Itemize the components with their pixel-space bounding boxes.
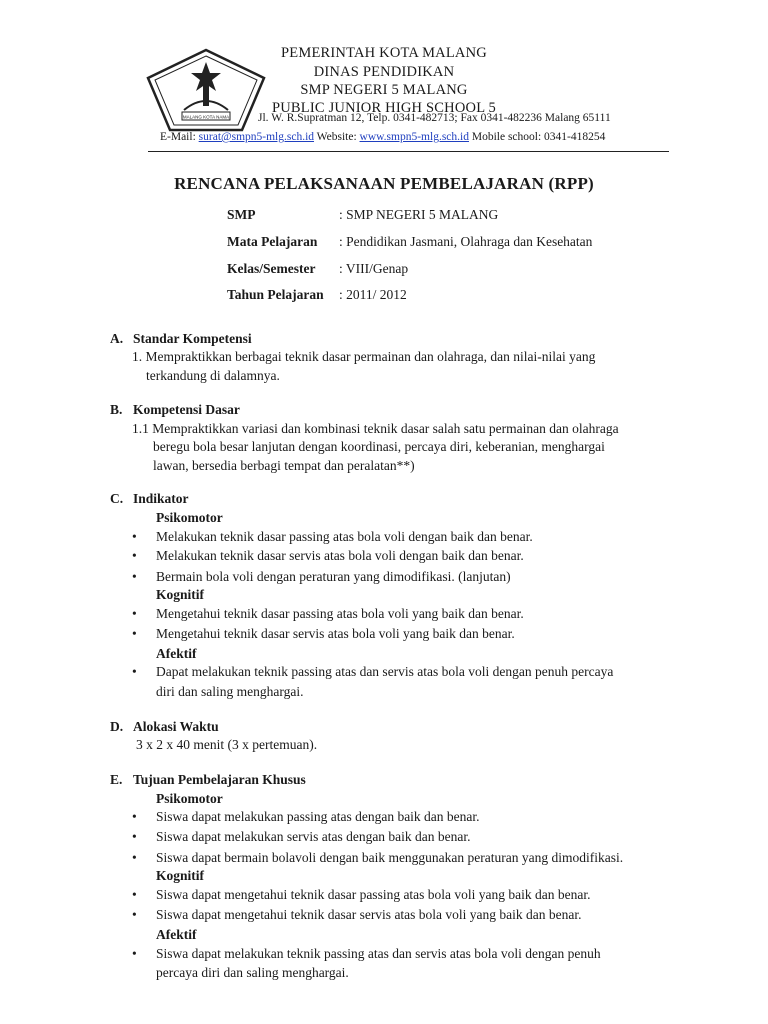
section-b-line-1: 1.1 Mempraktikkan variasi dan kombinasi teknik dasar salah satu permainan dan olahraga bbox=[132, 421, 619, 436]
section-title: Alokasi Waktu bbox=[133, 719, 219, 734]
list-item: • Mengetahui teknik dasar passing atas bola voli yang baik dan benar. bbox=[132, 606, 524, 621]
section-title: Indikator bbox=[133, 491, 189, 506]
list-item: • Melakukan teknik dasar servis atas bola voli dengan baik dan benar. bbox=[132, 548, 524, 563]
section-title: Standar Kompetensi bbox=[133, 331, 252, 346]
subheading-afektif: Afektif bbox=[156, 927, 197, 942]
info-row-class bbox=[227, 261, 408, 277]
info-value: : 2011/ 2012 bbox=[339, 287, 407, 302]
list-item: • Siswa dapat melakukan passing atas dengan baik dan benar. bbox=[132, 809, 480, 824]
info-label: Mata Pelajaran bbox=[227, 234, 318, 249]
info-label: Kelas/Semester bbox=[227, 261, 316, 276]
website-label: Website: bbox=[314, 131, 360, 143]
section-b-heading bbox=[110, 402, 240, 418]
section-letter: A. bbox=[110, 331, 124, 346]
section-b-line-3: lawan, bersedia berbagi tempat dan peralatan**) bbox=[153, 458, 415, 473]
letterhead-line-2: DINAS PENDIDIKAN bbox=[313, 64, 455, 80]
section-d-text: 3 x 2 x 40 menit (3 x pertemuan). bbox=[136, 737, 318, 752]
letterhead-line-3: SMP NEGERI 5 MALANG bbox=[300, 82, 468, 98]
mobile-text: Mobile school: 0341-418254 bbox=[468, 131, 606, 143]
section-letter: E. bbox=[110, 772, 123, 787]
section-e-heading bbox=[110, 772, 306, 788]
section-title: Tujuan Pembelajaran Khusus bbox=[133, 772, 306, 787]
info-row-year bbox=[227, 287, 407, 303]
subheading-psikomotor: Psikomotor bbox=[156, 510, 223, 525]
info-row-subject bbox=[227, 234, 592, 250]
letterhead-line-1: PEMERINTAH KOTA MALANG bbox=[281, 45, 487, 61]
section-letter: C. bbox=[110, 491, 124, 506]
document-title: RENCANA PELAKSANAAN PEMBELAJARAN (RPP) bbox=[174, 174, 594, 193]
info-label: Tahun Pelajaran bbox=[227, 287, 324, 302]
subheading-kognitif: Kognitif bbox=[156, 587, 205, 602]
info-label: SMP bbox=[227, 207, 256, 222]
website-link[interactable]: www.smpn5-mlg.sch.id bbox=[359, 131, 469, 143]
info-row-smp bbox=[227, 207, 498, 223]
letterhead-address: Jl. W. R.Supratman 12, Telp. 0341-482713; Fax 0341-482236 Malang 65111 bbox=[258, 112, 611, 124]
section-b-line-2: beregu bola besar lanjutan dengan koordinasi, percaya diri, keberanian, menghargai bbox=[153, 439, 605, 454]
list-item: • Melakukan teknik dasar passing atas bola voli dengan baik dan benar. bbox=[132, 529, 533, 544]
section-a-heading bbox=[110, 331, 252, 347]
list-item: • Dapat melakukan teknik passing atas dan servis atas bola voli dengan penuh percaya bbox=[132, 664, 614, 679]
subheading-kognitif: Kognitif bbox=[156, 868, 205, 883]
section-a-line-1: 1. Mempraktikkan berbagai teknik dasar permainan dan olahraga, dan nilai-nilai yang bbox=[132, 349, 596, 364]
list-item: • Siswa dapat melakukan servis atas dengan baik dan benar. bbox=[132, 829, 471, 844]
list-item: • Siswa dapat mengetahui teknik dasar passing atas bola voli yang baik dan benar. bbox=[132, 887, 591, 902]
list-item: • Siswa dapat bermain bolavoli dengan baik menggunakan peraturan yang dimodifikasi. bbox=[132, 850, 624, 865]
section-a-line-2: terkandung di dalamnya. bbox=[146, 368, 280, 383]
email-link[interactable]: surat@smpn5-mlg.sch.id bbox=[198, 131, 315, 143]
info-value: : Pendidikan Jasmani, Olahraga dan Kesehatan bbox=[339, 234, 593, 249]
section-d-heading bbox=[110, 719, 219, 735]
list-item: • Bermain bola voli dengan peraturan yang dimodifikasi. (lanjutan) bbox=[132, 569, 511, 584]
subheading-psikomotor: Psikomotor bbox=[156, 791, 223, 806]
section-letter: B. bbox=[110, 402, 123, 417]
email-label: E-Mail: bbox=[160, 131, 199, 143]
svg-text:MALANG KOTA NAMA: MALANG KOTA NAMA bbox=[182, 114, 230, 120]
section-c-heading bbox=[110, 491, 189, 507]
section-letter: D. bbox=[110, 719, 124, 734]
info-value: : SMP NEGERI 5 MALANG bbox=[339, 207, 499, 222]
list-item-continuation: diri dan saling menghargai. bbox=[156, 684, 304, 699]
subheading-afektif: Afektif bbox=[156, 646, 197, 661]
list-item: • Siswa dapat melakukan teknik passing atas dan servis atas bola voli dengan penuh bbox=[132, 946, 601, 961]
info-value: : VIII/Genap bbox=[339, 261, 409, 276]
list-item: • Mengetahui teknik dasar servis atas bola voli yang baik dan benar. bbox=[132, 626, 515, 641]
list-item-continuation: percaya diri dan saling menghargai. bbox=[156, 965, 349, 980]
letterhead-contact bbox=[160, 131, 605, 143]
list-item: • Siswa dapat mengetahui teknik dasar servis atas bola voli yang baik dan benar. bbox=[132, 907, 582, 922]
letterhead-divider bbox=[148, 151, 669, 152]
letterhead-line-4: PUBLIC JUNIOR HIGH SCHOOL 5 bbox=[272, 100, 496, 116]
section-title: Kompetensi Dasar bbox=[133, 402, 240, 417]
